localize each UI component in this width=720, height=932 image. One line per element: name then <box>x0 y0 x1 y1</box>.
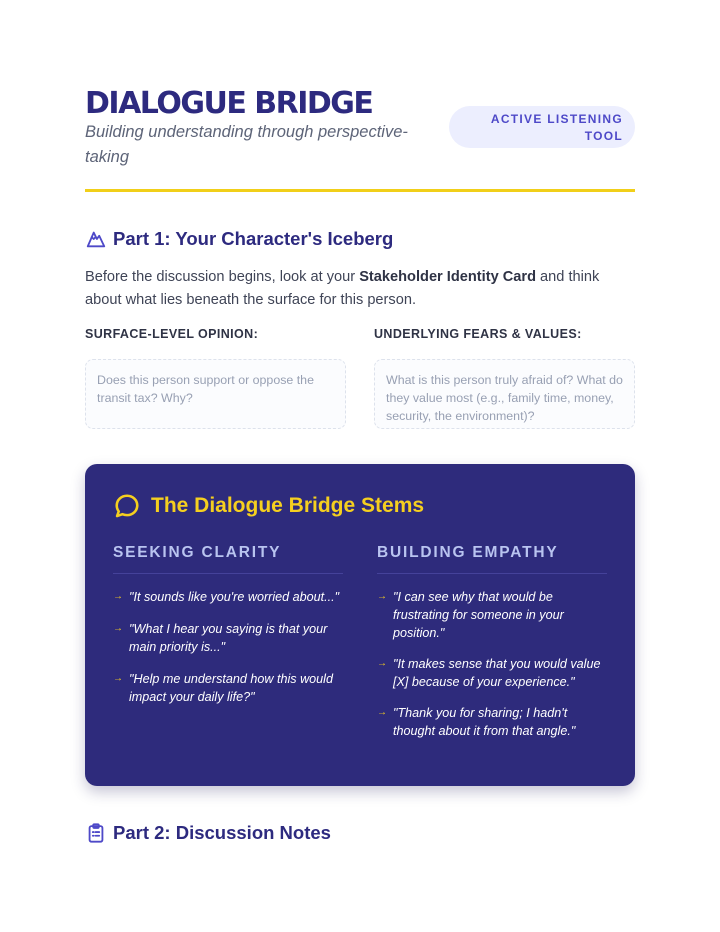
clipboard-icon <box>85 822 107 844</box>
tool-badge: ACTIVE LISTENING TOOL <box>449 106 635 148</box>
intro-text-end: and think about what lies beneath the surface for this person. <box>85 269 600 308</box>
header-divider <box>85 189 635 192</box>
list-item <box>113 588 343 606</box>
worksheet-page <box>85 0 635 932</box>
dialogue-stems-card <box>85 464 635 786</box>
stem-text: "It sounds like you're worried about..." <box>129 590 340 604</box>
list-item <box>377 588 607 642</box>
list-item <box>377 655 607 691</box>
part1-intro <box>85 266 635 312</box>
fears-values-label: UNDERLYING FEARS & VALUES: <box>374 327 582 341</box>
seeking-clarity-column <box>113 544 343 720</box>
arrow-right-icon: → <box>377 591 387 602</box>
surface-opinion-field[interactable]: Does this person support or oppose the transit tax? Why? <box>85 359 346 429</box>
arrow-right-icon: → <box>113 591 123 602</box>
page-title: DIALOGUE BRIDGE <box>85 86 373 121</box>
seeking-clarity-heading: SEEKING CLARITY <box>113 544 343 574</box>
intro-text-start: Before the discussion begins, look at your <box>85 269 360 285</box>
arrow-right-icon: → <box>113 623 123 634</box>
page-subtitle: Building understanding through perspective-taking <box>85 123 408 166</box>
stems-title <box>113 492 424 520</box>
stem-text: "What I hear you saying is that your main priority is..." <box>129 622 328 654</box>
stem-text: "Thank you for sharing; I hadn't thought about it from that angle." <box>393 706 576 738</box>
part1-heading <box>85 228 393 250</box>
list-item <box>377 704 607 740</box>
part1-heading-text: Part 1: Your Character's Iceberg <box>113 228 394 249</box>
seeking-clarity-list <box>113 588 343 706</box>
arrow-right-icon: → <box>113 673 123 684</box>
building-empathy-heading: BUILDING EMPATHY <box>377 544 607 574</box>
speech-bubble-icon <box>113 492 141 520</box>
part2-heading <box>85 822 331 844</box>
arrow-right-icon: → <box>377 658 387 669</box>
part2-heading-text: Part 2: Discussion Notes <box>113 822 331 843</box>
building-empathy-column <box>377 544 607 753</box>
stem-text: "I can see why that would be frustrating for someone in your position." <box>393 590 564 640</box>
stems-title-text: The Dialogue Bridge Stems <box>151 494 425 517</box>
surface-opinion-label: SURFACE-LEVEL OPINION: <box>85 327 259 341</box>
list-item <box>113 620 343 656</box>
list-item <box>113 670 343 706</box>
stakeholder-card-term: Stakeholder Identity Card <box>359 269 536 285</box>
mountain-icon <box>85 228 107 250</box>
stem-text: "It makes sense that you would value [X] because of your experience." <box>393 657 601 689</box>
building-empathy-list <box>377 588 607 740</box>
stem-text: "Help me understand how this would impact your daily life?" <box>129 672 333 704</box>
fears-values-field[interactable]: What is this person truly afraid of? What do they value most (e.g., family time, money, security, the environment)? <box>374 359 635 429</box>
arrow-right-icon: → <box>377 707 387 718</box>
